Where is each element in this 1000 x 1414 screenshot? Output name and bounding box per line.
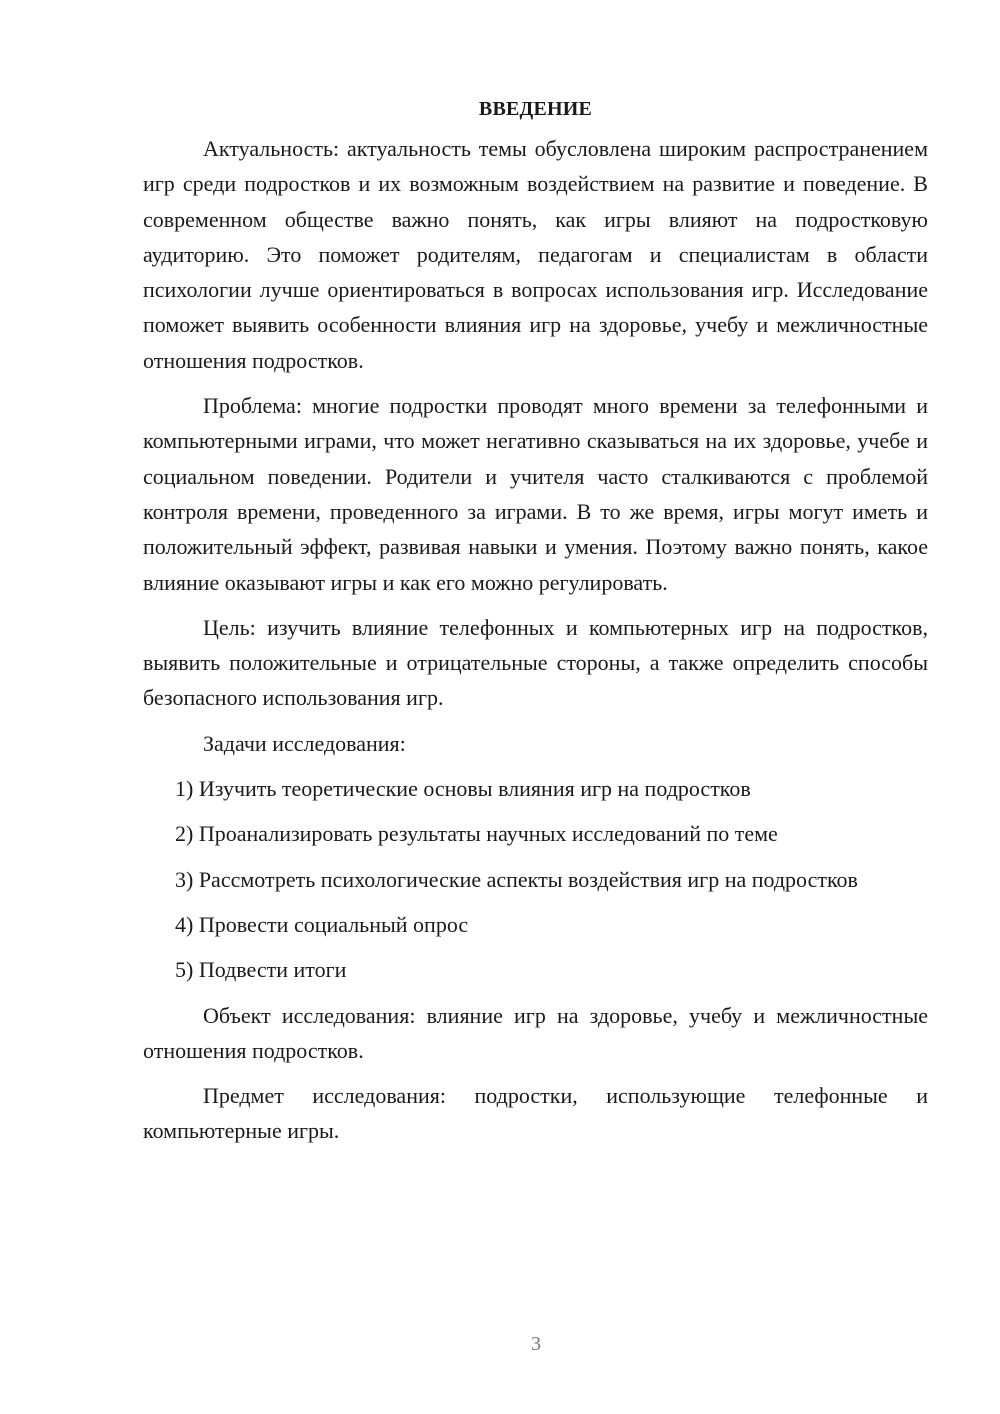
relevance-paragraph: Актуальность: актуальность темы обусловлена широким распространением игр среди подростков и их возможным воздействием на развитие и поведение. В современном обществе важно понять, как игры влияют на подростковую аудиторию. Это поможет родителям, педагогам и специалистам в области психологии лучше ориентироваться в вопросах использования игр. Исследование поможет выявить особенности влияния игр на здоровье, учебу и межличностные отношения подростков. [143,136,928,373]
task-item: 4) Провести социальный опрос [175,911,469,937]
tasks-list [143,771,928,987]
task-item: 2) Проанализировать результаты научных исследований по теме [175,821,778,847]
problem-paragraph: Проблема: многие подростки проводят много времени за телефонными и компьютерными играми, что может негативно сказываться на их здоровье, учебе и социальном поведении. Родители и учителя часто сталкиваются с проблемой контроля времени, проведенного за играми. В то же время, игры могут иметь и положительный эффект, развивая навыки и умения. Поэтому важно понять, какое влияние оказывают игры и как его можно регулировать. [143,393,928,595]
task-item: 5) Подвести итоги [175,957,347,983]
page-content [143,90,928,1159]
task-item: 3) Рассмотреть психологические аспекты воздействия игр на подростков [175,866,858,892]
page-number: 3 [531,1333,541,1355]
subject-paragraph: Предмет исследования: подростки, использующие телефонные и компьютерные игры. [143,1083,928,1144]
object-paragraph: Объект исследования: влияние игр на здоровье, учебу и межличностные отношения подростков. [143,1002,928,1063]
goal-paragraph: Цель: изучить влияние телефонных и компьютерных игр на подростков, выявить положительные и отрицательные стороны, а также определить способы безопасного использования игр. [143,614,928,711]
task-item: 1) Изучить теоретические основы влияния игр на подростков [175,776,751,802]
tasks-heading: Задачи исследования: [203,730,406,756]
page-title: ВВЕДЕНИЕ [478,98,593,120]
